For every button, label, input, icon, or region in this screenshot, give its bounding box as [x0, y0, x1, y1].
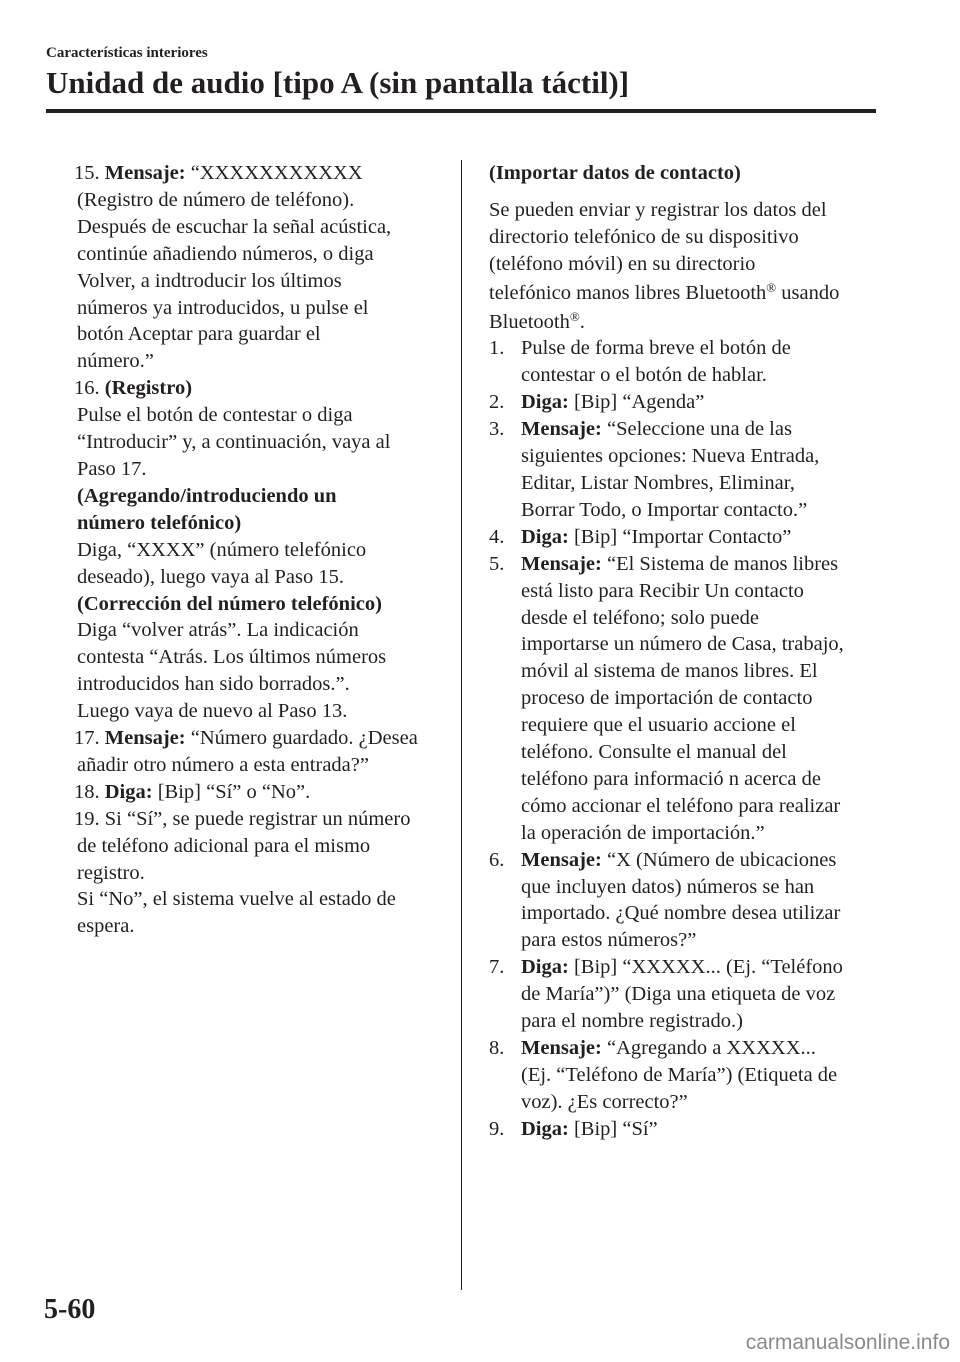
step-line: (Registro de número de teléfono).	[77, 188, 355, 211]
registered-mark: ®	[569, 308, 580, 324]
step-line: (Ej. “Teléfono de María”) (Etiqueta de	[521, 1063, 838, 1086]
step-number: 5.	[489, 552, 505, 575]
step-text: Si “Sí”, se puede registrar un número	[104, 807, 411, 830]
step-number: 15.	[74, 162, 100, 184]
step-line: Volver, a indtroducir los últimos	[77, 269, 342, 292]
section-label: Características interiores	[46, 45, 208, 61]
step-line: Luego vaya de nuevo al Paso 13.	[77, 700, 348, 723]
step-number: 19.	[74, 807, 100, 830]
step-line: Pulse de forma breve el botón de	[521, 337, 791, 360]
step-number: 1.	[489, 337, 505, 360]
intro-line: .	[579, 310, 585, 333]
step-number: 2.	[489, 391, 505, 414]
step-number: 4.	[489, 525, 505, 548]
intro-line: telefónico manos libres Bluetooth	[489, 281, 767, 304]
step-7	[489, 954, 889, 1035]
step-line: de María”)” (Diga una etiqueta de voz	[521, 983, 836, 1006]
intro-line: Bluetooth	[489, 310, 570, 333]
intro-line: usando	[776, 281, 840, 304]
page-title: Unidad de audio [tipo A (sin pantalla táctil)]	[46, 65, 630, 100]
step-8	[489, 1035, 889, 1116]
step-line: requiere que el usuario accione el	[521, 714, 796, 737]
step-number: 3.	[489, 418, 505, 441]
step-6	[489, 847, 889, 955]
step-label: Mensaje:	[521, 418, 602, 441]
step-line: que incluyen datos) números se han	[521, 875, 815, 898]
step-5	[489, 551, 889, 847]
step-label: Mensaje:	[521, 848, 602, 871]
step-line: Editar, Listar Nombres, Eliminar,	[521, 471, 795, 494]
step-number: 18.	[74, 780, 100, 803]
step-line: teléfono. Consulte el manual del	[521, 741, 787, 764]
step-line: voz). ¿Es correcto?”	[521, 1090, 688, 1113]
step-line: contestar o el botón de hablar.	[521, 364, 767, 387]
step-number: 16.	[74, 377, 100, 400]
step-line: importado. ¿Qué nombre desea utilizar	[521, 902, 841, 925]
intro-line: (teléfono móvil) en su directorio	[489, 252, 756, 275]
step-line: introducidos han sido borrados.”.	[77, 673, 350, 696]
step-line: espera.	[77, 915, 135, 938]
step-2	[489, 389, 889, 416]
step-label: Diga:	[521, 956, 569, 979]
step-text: “Número guardado. ¿Desea	[190, 727, 418, 750]
step-number: 8.	[489, 1037, 505, 1059]
step-9	[489, 1116, 889, 1143]
step-label: Mensaje:	[104, 727, 186, 750]
step-line: continúe añadiendo números, o diga	[77, 242, 374, 265]
step-text: [Bip] “Agenda”	[573, 391, 705, 414]
step-line: Pulse el botón de contestar o diga	[77, 404, 353, 427]
step-4	[489, 524, 889, 551]
step-number: 9.	[489, 1117, 505, 1140]
step-label: Mensaje:	[521, 1037, 602, 1059]
step-18	[74, 779, 449, 806]
step-label: Mensaje:	[104, 162, 186, 184]
intro-line: Se pueden enviar y registrar los datos del	[489, 198, 827, 221]
step-line: para estos números?”	[521, 929, 697, 952]
step-text: “XXXXXXXXXXX	[190, 162, 363, 184]
step-body	[74, 833, 449, 941]
section-heading: (Importar datos de contacto)	[489, 162, 741, 184]
subheading: (Agregando/introduciendo un	[77, 484, 337, 507]
intro-line: directorio telefónico de su dispositivo	[489, 225, 799, 248]
registered-mark: ®	[766, 279, 777, 295]
step-text: [Bip] “Sí” o “No”.	[157, 780, 311, 803]
step-line: número.”	[77, 350, 154, 373]
step-text: “Seleccione una de las	[606, 418, 792, 441]
left-column	[74, 160, 449, 940]
step-line: números ya introducidos, u pulse el	[77, 296, 369, 319]
step-17	[74, 725, 449, 779]
step-line: cómo accionar el teléfono para realizar	[521, 794, 841, 817]
step-text: [Bip] “XXXXX... (Ej. “Teléfono	[573, 956, 843, 979]
step-line: para el nombre registrado.)	[521, 1010, 743, 1033]
step-line: “Introducir” y, a continuación, vaya al	[77, 431, 391, 454]
step-text: [Bip] “Sí”	[573, 1117, 658, 1140]
step-line: siguientes opciones: Nueva Entrada,	[521, 445, 820, 468]
step-line: desde el teléfono; solo puede	[521, 606, 759, 629]
step-number: 7.	[489, 956, 505, 979]
step-line: la operación de importación.”	[521, 821, 765, 844]
step-number: 17.	[74, 727, 100, 750]
step-text: “X (Número de ubicaciones	[606, 848, 837, 871]
step-label: Mensaje:	[521, 552, 602, 575]
step-line: móvil al sistema de manos libres. El	[521, 660, 818, 683]
step-text: “Agregando a XXXXX...	[606, 1037, 816, 1059]
step-line: Borrar Todo, o Importar contacto.”	[521, 498, 808, 521]
step-line: Diga “volver atrás”. La indicación	[77, 619, 359, 642]
page-number: 5-60	[44, 1294, 96, 1325]
step-label: (Registro)	[104, 377, 193, 400]
right-column	[489, 160, 889, 1143]
step-label: Diga:	[521, 1117, 569, 1140]
subheading: (Corrección del número telefónico)	[77, 592, 382, 615]
step-line: registro.	[77, 861, 145, 884]
step-15	[74, 160, 449, 375]
step-number: 6.	[489, 848, 505, 871]
step-body	[74, 402, 449, 725]
step-line: teléfono para informació n acerca de	[521, 767, 821, 790]
step-label: Diga:	[521, 391, 569, 414]
step-16	[74, 375, 449, 725]
watermark: carmanualsonline.info	[745, 1331, 950, 1354]
step-line: Después de escuchar la señal acústica,	[77, 215, 392, 238]
step-body	[74, 752, 449, 779]
step-line: añadir otro número a esta entrada?”	[77, 753, 369, 776]
step-line: Diga, “XXXX” (número telefónico	[77, 538, 367, 561]
step-line: Paso 17.	[77, 457, 147, 480]
step-line: contesta “Atrás. Los últimos números	[77, 646, 387, 669]
step-body	[74, 187, 449, 375]
step-label: Diga:	[104, 780, 153, 803]
step-line: deseado), luego vaya al Paso 15.	[77, 565, 344, 588]
header-rule	[46, 109, 876, 113]
step-1	[489, 335, 889, 389]
intro-paragraph	[489, 197, 889, 336]
step-line: proceso de importación de contacto	[521, 687, 813, 710]
step-text: [Bip] “Importar Contacto”	[573, 525, 792, 548]
subheading: número telefónico)	[77, 511, 242, 534]
step-line: está listo para Recibir Un contacto	[521, 579, 804, 602]
step-line: Si “No”, el sistema vuelve al estado de	[77, 888, 396, 911]
step-19	[74, 806, 449, 941]
column-divider	[461, 160, 462, 1290]
step-line: botón Aceptar para guardar el	[77, 323, 321, 346]
step-text: “El Sistema de manos libres	[606, 552, 839, 575]
step-label: Diga:	[521, 525, 569, 548]
step-line: de teléfono adicional para el mismo	[77, 834, 371, 857]
step-3	[489, 416, 889, 524]
step-line: importarse un número de Casa, trabajo,	[521, 633, 844, 656]
